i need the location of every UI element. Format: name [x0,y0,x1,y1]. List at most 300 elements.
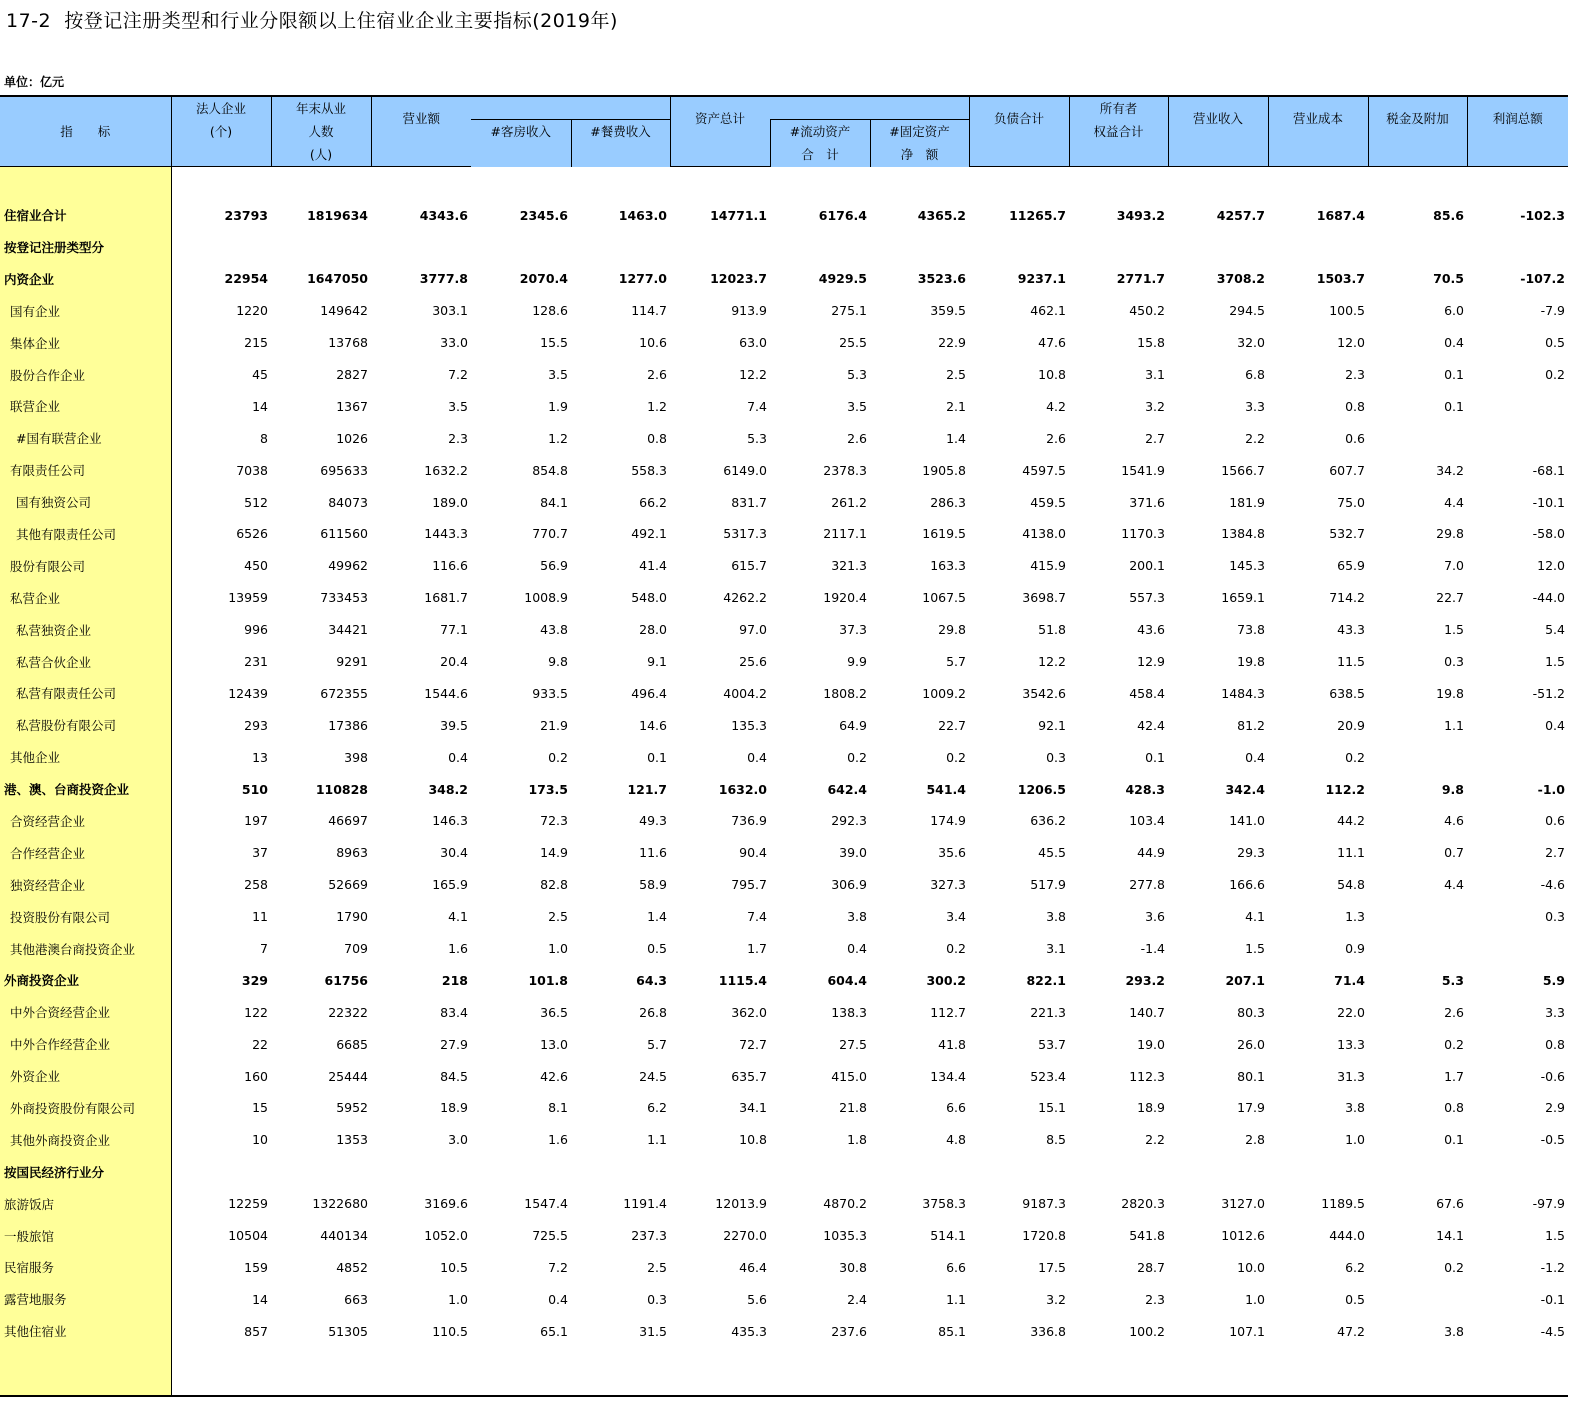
table-header [0,96,1568,167]
value-cell: 0.2 [1345,749,1365,765]
value-cell: 0.5 [1345,1291,1365,1307]
value-cell: 615.7 [731,558,767,574]
value-cell: 5.9 [1542,972,1565,988]
row-label: 民宿服务 [0,1252,171,1284]
row-label: 其他住宿业 [0,1315,171,1347]
value-cell: 1.9 [548,398,568,414]
value-cell: 11.6 [639,845,667,861]
value-cell: 19.0 [1137,1036,1165,1052]
value-cell: 35.6 [938,845,966,861]
value-cell: 4597.5 [1022,462,1066,478]
row-label: 其他港澳台商投资企业 [0,933,171,965]
value-cell: 2.8 [1245,1132,1265,1148]
value-cell: 1632.2 [424,462,468,478]
value-cell: 1.4 [647,909,667,925]
value-cell: 3169.6 [424,1196,468,1212]
value-cell: 0.2 [946,749,966,765]
value-cell [471,1156,571,1188]
value-cell: 22 [252,1036,268,1052]
value-cell: 27.5 [839,1036,867,1052]
value-cell: 6685 [336,1036,368,1052]
value-cell: 831.7 [731,494,767,510]
value-cell: 3777.8 [419,271,468,287]
value-cell: 7038 [236,462,268,478]
header-legal-entities: 法人企业 (个) [171,96,271,167]
value-cell: 4365.2 [917,207,966,223]
value-cell: 75.0 [1337,494,1365,510]
value-cell: 41.8 [938,1036,966,1052]
row-label: 私营企业 [0,582,171,614]
value-cell: 100.5 [1329,303,1365,319]
value-cell: 1808.2 [823,685,867,701]
value-cell: -0.6 [1540,1068,1565,1084]
value-cell: 53.7 [1038,1036,1066,1052]
value-cell: 3.8 [847,909,867,925]
value-cell: 3.0 [448,1132,468,1148]
value-cell: 121.7 [627,781,667,797]
value-cell: 159 [244,1259,268,1275]
value-cell: 24.5 [639,1068,667,1084]
value-cell: 1170.3 [1121,526,1165,542]
value-cell: 18.9 [440,1100,468,1116]
value-cell: 306.9 [831,877,867,893]
value-cell: 450 [244,558,268,574]
value-cell: -68.1 [1532,462,1565,478]
value-cell: 1544.6 [424,685,468,701]
value-cell: 0.9 [1345,941,1365,957]
header-total-profit: 利润总额 [1467,96,1568,167]
value-cell [371,1156,471,1188]
value-cell: 6.2 [647,1100,667,1116]
value-cell: 22.7 [938,717,966,733]
table-row [0,231,1568,263]
value-cell: 7.4 [747,398,767,414]
value-cell: 12.2 [739,367,767,382]
value-cell: 65.1 [540,1323,568,1339]
value-cell: 510 [241,781,268,797]
value-cell: 22322 [328,1004,368,1020]
value-cell: 0.4 [747,749,767,765]
value-cell: 1.1 [1444,717,1464,733]
value-cell: 642.4 [827,781,867,797]
table-row [0,837,1568,869]
value-cell: -4.5 [1540,1323,1565,1339]
value-cell: 0.6 [1545,813,1565,829]
value-cell: 1.3 [1345,909,1365,925]
value-cell: 1220 [236,303,268,319]
value-cell: 9.8 [548,654,568,670]
value-cell: 25.6 [739,654,767,670]
value-cell: 725.5 [532,1228,568,1244]
value-cell: 22.7 [1436,590,1464,606]
value-cell: 0.5 [1545,335,1565,351]
header-taxes: 税金及附加 [1368,96,1467,167]
value-cell: 0.8 [647,430,667,446]
value-cell: 140.7 [1129,1004,1165,1020]
value-cell: 107.1 [1229,1323,1265,1339]
value-cell: 523.4 [1030,1068,1066,1084]
value-cell: 13959 [228,590,268,606]
value-cell: 3758.3 [922,1196,966,1212]
value-cell: 2270.0 [723,1228,767,1244]
value-cell: 3542.6 [1022,685,1066,701]
value-cell: 1920.4 [823,590,867,606]
value-cell: 2.6 [847,430,867,446]
value-cell: 0.4 [847,941,867,957]
value-cell: 714.2 [1329,590,1365,606]
value-cell: 2.6 [1046,430,1066,446]
value-cell: 2378.3 [823,462,867,478]
row-label: 一般旅馆 [0,1220,171,1252]
value-cell: 12013.9 [715,1196,767,1212]
value-cell: 1.0 [1345,1132,1365,1148]
value-cell [1168,231,1268,263]
value-cell: 73.8 [1237,622,1265,638]
value-cell: 1009.2 [922,685,966,701]
value-cell: -58.0 [1532,526,1565,542]
value-cell: 1.0 [1245,1291,1265,1307]
value-cell: 5.3 [1441,972,1464,988]
table-row [0,1092,1568,1124]
value-cell: 770.7 [532,526,568,542]
closing-row [0,1347,1568,1396]
value-cell: 1367 [336,398,368,414]
value-cell [1268,231,1368,263]
value-cell: 3.3 [1245,398,1265,414]
row-label: 国有独资公司 [0,486,171,518]
value-cell: 110828 [315,781,368,797]
value-cell: 11.5 [1337,654,1365,670]
value-cell: 56.9 [540,558,568,574]
value-cell [969,1156,1069,1188]
value-cell: 0.4 [548,1291,568,1307]
value-cell: 85.1 [938,1323,966,1339]
value-cell: 29.8 [1436,526,1464,542]
table-row [0,1188,1568,1220]
value-cell: 51.8 [1038,622,1066,638]
value-cell: 3127.0 [1221,1196,1265,1212]
value-cell: 141.0 [1229,813,1265,829]
value-cell: 221.3 [1030,1004,1066,1020]
row-label: 合作经营企业 [0,837,171,869]
value-cell: 1720.8 [1022,1228,1066,1244]
value-cell: 11 [252,909,268,925]
value-cell [770,231,870,263]
table-row [0,1060,1568,1092]
value-cell: 46697 [328,813,368,829]
value-cell: 3.8 [1345,1100,1365,1116]
value-cell: 541.8 [1129,1228,1165,1244]
value-cell [670,1156,770,1188]
value-cell: 97.0 [739,622,767,638]
value-cell: 292.3 [831,813,867,829]
value-cell: 32.0 [1237,335,1265,351]
value-cell: 1035.3 [823,1228,867,1244]
value-cell: 913.9 [731,303,767,319]
value-cell: 12023.7 [710,271,767,287]
spacer-cell [171,167,1568,200]
value-cell: 0.3 [1444,654,1464,670]
value-cell: 28.7 [1137,1259,1165,1275]
value-cell: 47.6 [1038,335,1066,351]
value-cell: 3.2 [1145,398,1165,414]
value-cell: 8963 [336,845,368,861]
value-cell: 5.7 [647,1036,667,1052]
table-row [0,964,1568,996]
table-row [0,1156,1568,1188]
value-cell: -97.9 [1532,1196,1565,1212]
value-cell: -7.9 [1540,303,1565,319]
value-cell: 66.2 [639,494,667,510]
row-label: 中外合作经营企业 [0,1028,171,1060]
value-cell: -107.2 [1520,271,1565,287]
value-cell [1368,741,1467,773]
value-cell: 0.6 [1345,430,1365,446]
row-label: 合资经营企业 [0,805,171,837]
value-cell: 458.4 [1129,685,1165,701]
value-cell: 14 [252,398,268,414]
value-cell: 49.3 [639,813,667,829]
value-cell: 4.2 [1046,398,1066,414]
value-cell: 41.4 [639,558,667,574]
value-cell: 72.7 [739,1036,767,1052]
value-cell: 3.2 [1046,1291,1066,1307]
value-cell: 4.4 [1444,494,1464,510]
value-cell [571,1156,670,1188]
value-cell [1368,422,1467,454]
header-room-income: #客房收入 [471,119,571,167]
value-cell: 165.9 [432,877,468,893]
value-cell: 23793 [224,207,268,223]
value-cell: 7.2 [448,367,468,382]
value-cell: 12.9 [1137,654,1165,670]
value-cell: 1.1 [946,1291,966,1307]
value-cell: 294.5 [1229,303,1265,319]
value-cell [770,1156,870,1188]
value-cell: 1632.0 [718,781,767,797]
value-cell: 9.1 [647,654,667,670]
value-cell: 160 [244,1068,268,1084]
value-cell: 80.1 [1237,1068,1265,1084]
value-cell: 25.5 [839,335,867,351]
value-cell: 1.0 [548,941,568,957]
value-cell: 207.1 [1225,972,1265,988]
value-cell: 51305 [328,1323,368,1339]
unit-label: 单位：亿元 [4,75,65,89]
value-cell: 1026 [336,430,368,446]
value-cell: 11.1 [1337,845,1365,861]
value-cell: 29.8 [938,622,966,638]
table-row [0,933,1568,965]
value-cell: 13 [252,749,268,765]
table-row [0,422,1568,454]
value-cell: 1.7 [1444,1068,1464,1084]
row-label: 有限责任公司 [0,454,171,486]
value-cell: 77.1 [440,622,468,638]
value-cell: 5317.3 [723,526,767,542]
header-fixed-assets: #固定资产 净 额 [870,119,969,167]
value-cell: 33.0 [440,335,468,351]
value-cell: 0.2 [847,749,867,765]
value-cell: 112.2 [1325,781,1365,797]
value-cell: 13768 [328,335,368,351]
value-cell: 2.5 [946,367,966,382]
value-cell: 163.3 [930,558,966,574]
value-cell: 293 [244,717,268,733]
value-cell: 54.8 [1337,877,1365,893]
value-cell: 3.3 [1545,1004,1565,1020]
value-cell: 90.4 [739,845,767,861]
value-cell: 12.0 [1537,558,1565,574]
value-cell: 15.8 [1137,335,1165,351]
value-cell [1268,1156,1368,1188]
value-cell: 71.4 [1334,972,1365,988]
value-cell [1467,1156,1568,1188]
value-cell: 26.8 [639,1004,667,1020]
value-cell: 9.9 [847,654,867,670]
value-cell: 112.7 [930,1004,966,1020]
table-row [0,359,1568,391]
value-cell: 3.5 [548,367,568,382]
table-body [0,167,1568,1397]
value-cell: 72.3 [540,813,568,829]
value-cell: 63.0 [739,335,767,351]
value-cell: 638.5 [1329,685,1365,701]
value-cell: 37.3 [839,622,867,638]
value-cell [670,231,770,263]
value-cell: 42.6 [540,1068,568,1084]
value-cell: 0.8 [1545,1036,1565,1052]
value-cell: 1206.5 [1017,781,1066,797]
value-cell: 6526 [236,526,268,542]
value-cell: 2.9 [1545,1100,1565,1116]
table-row [0,773,1568,805]
header-turnover: 营业额 [371,96,471,167]
value-cell: 6.8 [1245,367,1265,382]
value-cell: 4.1 [1245,909,1265,925]
value-cell: 450.2 [1129,303,1165,319]
header-owners-equity: 所有者 权益合计 [1069,96,1168,167]
value-cell: 8 [260,430,268,446]
value-cell: 300.2 [926,972,966,988]
value-cell: 398 [344,749,368,765]
value-cell: 145.3 [1229,558,1265,574]
value-cell: 2.5 [647,1259,667,1275]
value-cell: 5.3 [847,367,867,382]
value-cell [1467,741,1568,773]
value-cell: 17.9 [1237,1100,1265,1116]
value-cell [1168,1156,1268,1188]
row-label: 股份有限公司 [0,550,171,582]
value-cell: 46.4 [739,1259,767,1275]
value-cell: 28.0 [639,622,667,638]
value-cell: -0.1 [1540,1291,1565,1307]
value-cell: 1008.9 [524,590,568,606]
value-cell: 6.6 [946,1100,966,1116]
value-cell: 548.0 [631,590,667,606]
value-cell: 604.4 [827,972,867,988]
value-cell: 275.1 [831,303,867,319]
value-cell: -1.2 [1540,1259,1565,1275]
value-cell: 4929.5 [818,271,867,287]
value-cell: 37 [252,845,268,861]
value-cell: 7.0 [1444,558,1464,574]
value-cell: 1189.5 [1321,1196,1365,1212]
value-cell: 1.7 [747,941,767,957]
value-cell: 15.1 [1038,1100,1066,1116]
value-cell: 80.3 [1237,1004,1265,1020]
value-cell: 112.3 [1129,1068,1165,1084]
value-cell: 6149.0 [723,462,767,478]
value-cell: 81.2 [1237,717,1265,733]
value-cell: 103.4 [1129,813,1165,829]
row-label: #国有联营企业 [0,422,171,454]
value-cell [870,1156,969,1188]
value-cell: 67.6 [1436,1196,1464,1212]
value-cell: 1619.5 [922,526,966,542]
value-cell: 1905.8 [922,462,966,478]
table-row [0,1315,1568,1347]
value-cell [1368,901,1467,933]
value-cell: 218 [441,972,468,988]
value-cell: 1.5 [1545,654,1565,670]
value-cell: 4.8 [946,1132,966,1148]
value-cell: 1.6 [548,1132,568,1148]
value-cell: 21.9 [540,717,568,733]
table-row [0,677,1568,709]
table-row [0,614,1568,646]
value-cell: 0.2 [946,941,966,957]
value-cell: 795.7 [731,877,767,893]
value-cell: 4004.2 [723,685,767,701]
table-row [0,295,1568,327]
value-cell: -1.4 [1140,941,1165,957]
value-cell: 43.3 [1337,622,1365,638]
value-cell: 492.1 [631,526,667,542]
value-cell: 1790 [336,909,368,925]
value-cell [1467,231,1568,263]
value-cell: 3.1 [1145,367,1165,382]
value-cell: 34.1 [739,1100,767,1116]
value-cell: 173.5 [528,781,568,797]
value-cell: 84.5 [440,1068,468,1084]
value-cell: 45.5 [1038,845,1066,861]
value-cell: 231 [244,654,268,670]
value-cell: 1687.4 [1316,207,1365,223]
value-cell: 996 [244,622,268,638]
table-row [0,263,1568,295]
value-cell: -10.1 [1532,494,1565,510]
value-cell: 0.2 [548,749,568,765]
value-cell: 435.3 [731,1323,767,1339]
row-label: 中外合资经营企业 [0,996,171,1028]
value-cell: 215 [244,335,268,351]
row-label: 私营有限责任公司 [0,677,171,709]
value-cell: 43.6 [1137,622,1165,638]
table-row [0,199,1568,231]
value-cell: 3493.2 [1116,207,1165,223]
value-cell: 709 [344,941,368,957]
value-cell: 4870.2 [823,1196,867,1212]
row-label: 股份合作企业 [0,359,171,391]
table-row [0,1283,1568,1315]
value-cell: 19.8 [1436,685,1464,701]
value-cell [271,231,371,263]
value-cell: 541.4 [926,781,966,797]
value-cell: 532.7 [1329,526,1365,542]
row-label: 外商投资企业 [0,964,171,996]
value-cell: 34.2 [1436,462,1464,478]
